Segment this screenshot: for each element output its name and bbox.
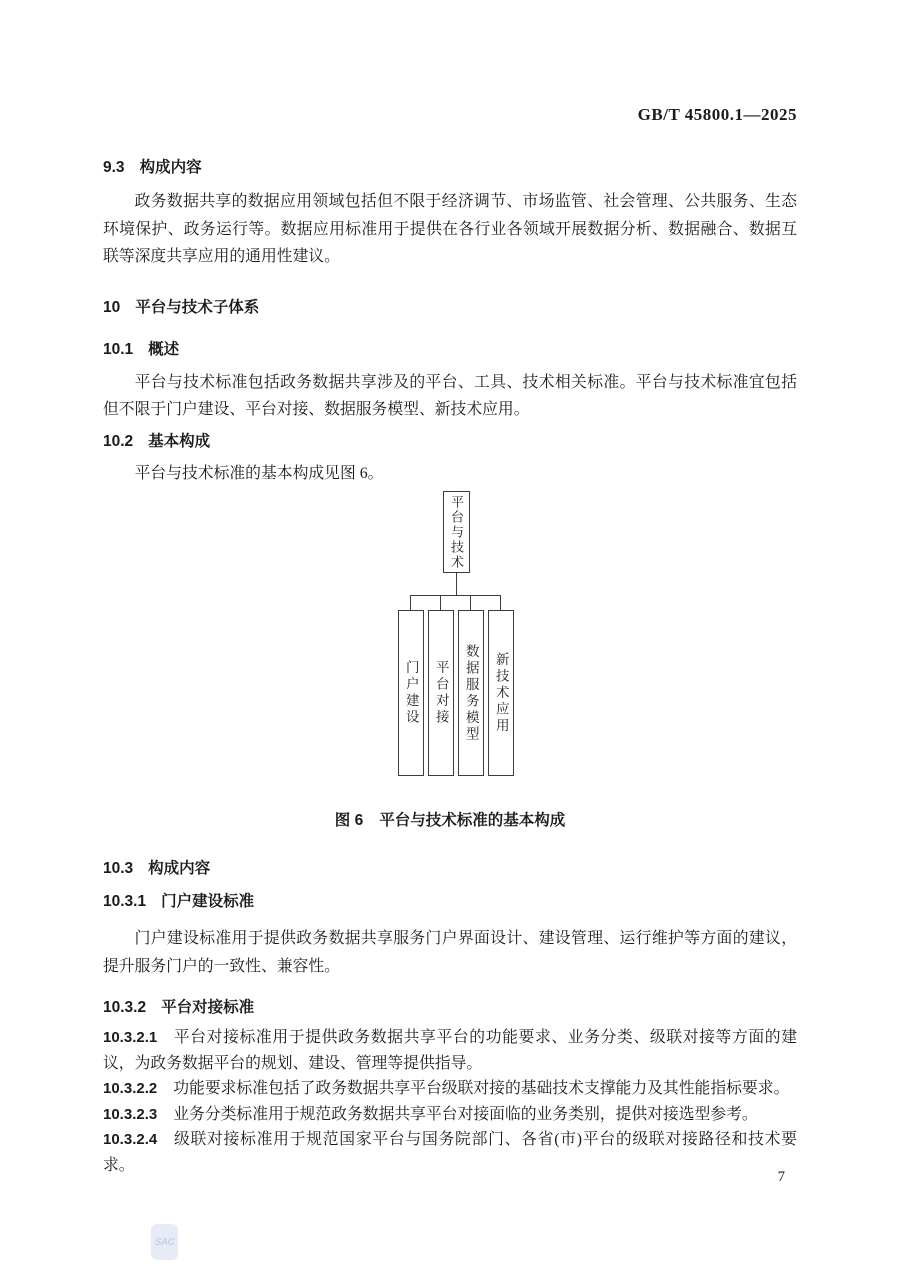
- standard-code-header: GB/T 45800.1—2025: [637, 105, 797, 124]
- heading-title: 构成内容: [148, 860, 211, 877]
- clause-number: 10.3.2.4: [103, 1131, 158, 1148]
- diagram-child-box-platform-docking: [428, 610, 454, 776]
- paragraph-10-1: 平台与技术标准包括政务数据共享涉及的平台、工具、技术相关标准。平台与技术标准宜包括但不限于门户建设、平台对接、数据服务模型、新技术应用。: [103, 373, 797, 418]
- diagram-connector-stub: [470, 595, 471, 611]
- diagram-root-box: [443, 491, 470, 573]
- diagram-connector-stub: [410, 595, 411, 611]
- diagram-connector-vertical: [456, 573, 457, 595]
- heading-number: 10.1: [103, 340, 134, 358]
- heading-10-3-2: [103, 997, 797, 1019]
- heading-title: 构成内容: [139, 159, 202, 176]
- heading-number: 10.3.2: [103, 999, 147, 1016]
- diagram-child-box-new-technology: [488, 610, 514, 776]
- clause-10-3-2-4: [103, 1127, 797, 1178]
- diagram-child-label: 平台对接: [433, 660, 449, 726]
- clause-text: 平台对接标准用于提供政务数据共享平台的功能要求、业务分类、级联对接等方面的建议，为政务数据平台的规划、建设、管理等提供指导。: [103, 1029, 797, 1072]
- clause-10-3-2-1: [103, 1025, 797, 1076]
- heading-number: 9.3: [103, 159, 125, 176]
- heading-number: 10.3.1: [103, 893, 147, 910]
- heading-9-3: [103, 157, 797, 179]
- diagram-root-label: 平台与技术: [449, 494, 464, 570]
- heading-10-3-1: [103, 891, 797, 913]
- heading-title: 平台与技术子体系: [135, 298, 260, 316]
- diagram-child-box-data-service-model: [458, 610, 484, 776]
- paragraph-9-3: 政务数据共享的数据应用领域包括但不限于经济调节、市场监管、社会管理、公共服务、生态环境保护、政务运行等。数据应用标准用于提供在各行业各领域开展数据分析、数据融合、数据互联等深度共享应用的通用性建议。: [103, 193, 797, 265]
- diagram-connector-stub: [500, 595, 501, 611]
- clause-number: 10.3.2.2: [103, 1080, 158, 1097]
- heading-title: 平台对接标准: [161, 999, 255, 1016]
- diagram-connector-stub: [440, 595, 441, 611]
- figure-6-caption: [103, 810, 797, 832]
- heading-number: 10.3: [103, 860, 134, 877]
- heading-number: 10: [103, 298, 121, 316]
- heading-title: 概述: [148, 340, 180, 358]
- paragraph-10-2: 平台与技术标准的基本构成见图 6。: [134, 464, 384, 482]
- heading-10-3: [103, 858, 797, 880]
- diagram-child-box-portal: [398, 610, 424, 776]
- heading-number: 10.2: [103, 432, 134, 450]
- figure-caption-label: 图 6: [334, 812, 364, 829]
- heading-10-2: [103, 431, 797, 453]
- page-number: 7: [777, 1169, 785, 1185]
- diagram-connector-horizontal: [410, 595, 501, 596]
- clause-10-3-2-2: [103, 1076, 797, 1102]
- diagram-child-label: 数据服务模型: [463, 643, 479, 743]
- figure-caption-title: 平台与技术标准的基本构成: [379, 812, 566, 829]
- diagram-child-label: 门户建设: [403, 660, 419, 726]
- figure-6-diagram: [103, 490, 797, 777]
- page-content: [103, 0, 797, 1178]
- clause-number: 10.3.2.1: [103, 1029, 158, 1046]
- clause-list: [103, 1025, 797, 1178]
- sac-logo: SAC: [151, 1224, 178, 1260]
- clause-text: 功能要求标准包括了政务数据共享平台级联对接的基础技术支撑能力及其性能指标要求。: [173, 1080, 790, 1097]
- clause-number: 10.3.2.3: [103, 1105, 158, 1123]
- clause-text: 级联对接标准用于规范国家平台与国务院部门、各省(市)平台的级联对接路径和技术要求。: [103, 1131, 797, 1174]
- heading-10-1: [103, 339, 797, 361]
- heading-title: 基本构成: [148, 432, 211, 450]
- diagram-child-label: 新技术应用: [493, 651, 509, 735]
- heading-10: [103, 297, 797, 319]
- clause-10-3-2-3: [103, 1102, 797, 1128]
- heading-title: 门户建设标准: [161, 893, 255, 910]
- paragraph-10-3-1: 门户建设标准用于提供政务数据共享服务门户界面设计、建设管理、运行维护等方面的建议，提升服务门户的一致性、兼容性。: [103, 930, 797, 975]
- clause-text: 业务分类标准用于规范政务数据共享平台对接面临的业务类别，提供对接选型参考。: [173, 1105, 758, 1123]
